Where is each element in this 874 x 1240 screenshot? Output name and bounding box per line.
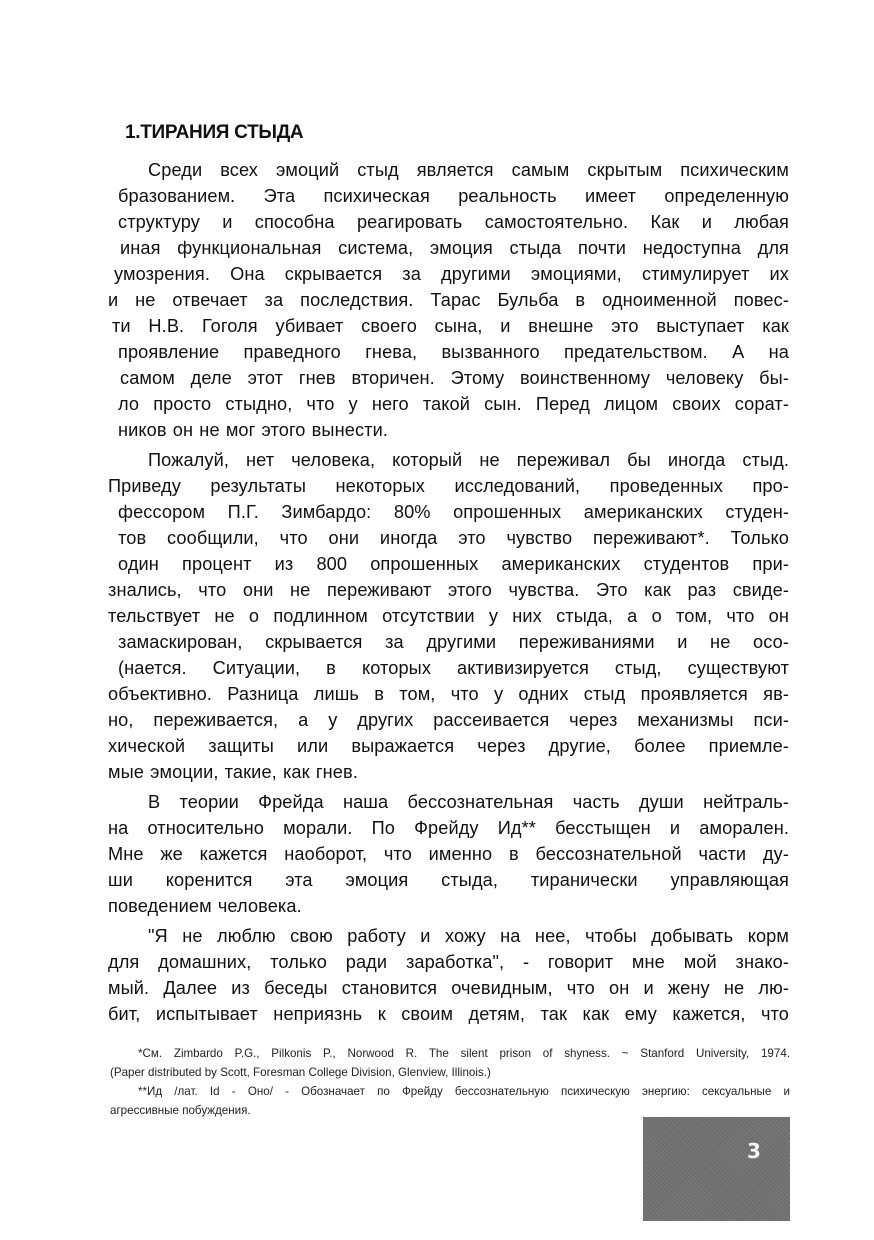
text-line: на относительно морали. По Фрейду Ид** бесстыщен и аморален. (108, 818, 789, 838)
paragraph-2 (108, 447, 789, 785)
text-line: Среди всех эмоций стыд является самым скрытым психическим (148, 160, 789, 180)
paragraph-4 (108, 923, 789, 1027)
text-line: тельствует не о подлинном отсутствии у них стыда, а о том, что он (108, 606, 789, 626)
body-text (108, 157, 789, 1031)
text-line: проявление праведного гнева, вызванного предательством. А на (118, 342, 789, 362)
page-number: 3 (747, 1139, 761, 1163)
footnote-2 (110, 1082, 790, 1120)
text-line: ников он не мог этого вынести. (118, 420, 388, 440)
footnote-line: (Paper distributed by Scott, Foresman College Division, Glenview, Illinois.) (110, 1066, 491, 1079)
text-line: структуру и способна реагировать самостоятельно. Как и любая (118, 212, 789, 232)
text-line: иная функциональная система, эмоция стыда почти недоступна для (120, 238, 789, 258)
text-line: объективно. Разница лишь в том, что у одних стыд проявляется яв- (108, 684, 789, 704)
paragraph-3 (108, 789, 789, 919)
text-line: (нается. Ситуации, в которых активизируется стыд, существуют (118, 658, 789, 678)
text-line: замаскирован, скрывается за другими переживаниями и не осо- (118, 632, 789, 652)
text-line: Приведу результаты некоторых исследований, проведенных про- (108, 476, 789, 496)
text-line: бразованием. Эта психическая реальность имеет определенную (118, 186, 789, 206)
text-line: хической защиты или выражается через другие, более приемле- (108, 736, 789, 756)
text-line: мые эмоции, такие, как гнев. (108, 762, 358, 782)
text-line: Пожалуй, нет человека, который не переживал бы иногда стыд. (148, 450, 789, 470)
text-line: для домашних, только ради заработка", - говорит мне мой знако- (108, 952, 789, 972)
text-line: ло просто стыдно, что у него такой сын. Перед лицом своих сорат- (118, 394, 789, 414)
text-line: фессором П.Г. Зимбардо: 80% опрошенных американских студен- (118, 502, 789, 522)
chapter-title: 1.ТИРАНИЯ СТЫДА (125, 122, 304, 143)
footnote-line: *См. Zimbardo P.G., Pilkonis P., Norwood R. The silent prison of shyness. ~ Stanford University, 1974. (138, 1047, 790, 1060)
text-line: знались, что они не переживают этого чувства. Это как раз свиде- (108, 580, 789, 600)
footnote-line: агрессивные побуждения. (110, 1104, 251, 1117)
text-line: тов сообщили, что они иногда это чувство переживают*. Только (118, 528, 789, 548)
text-line: один процент из 800 опрошенных американских студентов при- (118, 554, 789, 574)
text-line: "Я не люблю свою работу и хожу на нее, чтобы добывать корм (148, 926, 789, 946)
text-line: ти Н.В. Гоголя убивает своего сына, и внешне это выступает как (112, 316, 789, 336)
footnotes (110, 1044, 790, 1120)
text-line: но, переживается, а у других рассеивается через механизмы пси- (108, 710, 789, 730)
paragraph-1 (108, 157, 789, 443)
text-line: бит, испытывает неприязнь к своим детям, так как ему кажется, что (108, 1004, 789, 1024)
footnote-1 (110, 1044, 790, 1082)
text-line: В теории Фрейда наша бессознательная часть души нейтраль- (148, 792, 789, 812)
text-line: умозрения. Она скрывается за другими эмоциями, стимулирует их (114, 264, 789, 284)
footnote-line: **Ид /лат. Id - Оно/ - Обозначает по Фрейду бессознательную психическую энергию: сексуальные и (138, 1085, 790, 1098)
text-line: Мне же кажется наоборот, что именно в бессознательной части ду- (108, 844, 789, 864)
text-line: мый. Далее из беседы становится очевидным, что он и жену не лю- (108, 978, 789, 998)
page-number-box (643, 1117, 790, 1221)
text-line: самом деле этот гнев вторичен. Этому воинственному человеку бы- (120, 368, 789, 388)
text-line: и не отвечает за последствия. Тарас Бульба в одноименной повес- (108, 290, 789, 310)
text-line: ши коренится эта эмоция стыда, тиранически управляющая (108, 870, 789, 890)
text-line: поведением человека. (108, 896, 302, 916)
